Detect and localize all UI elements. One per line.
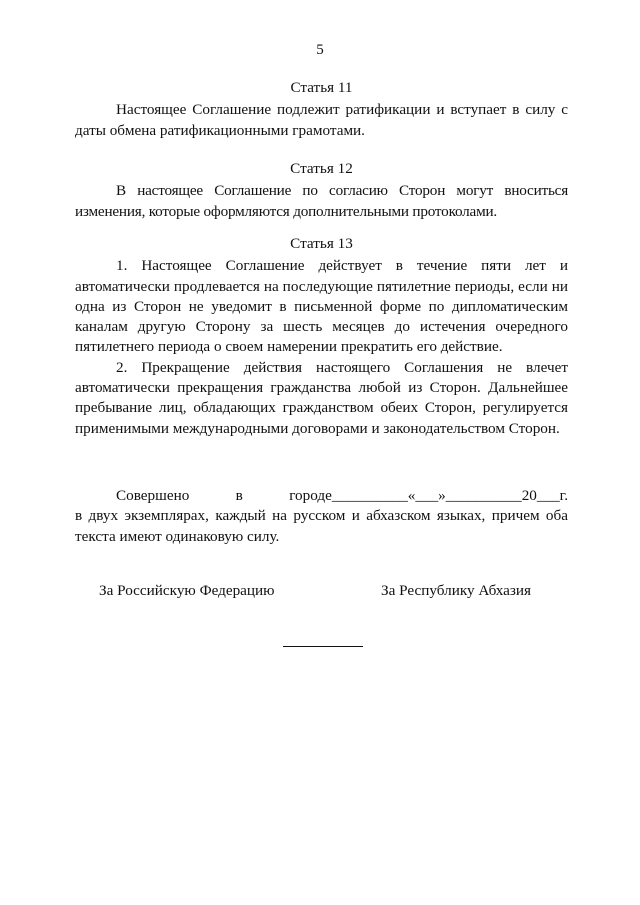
article-11-text: Настоящее Соглашение подлежит ратификации и вступает в силу с даты обмена ратификационными грамотами.	[75, 101, 568, 139]
signature-russian-federation: За Российскую Федерацию	[99, 582, 275, 599]
end-divider	[283, 646, 363, 647]
article-12-title: Статья 12	[290, 160, 353, 177]
signing-clause	[75, 486, 568, 547]
article-13-title: Статья 13	[290, 235, 353, 252]
article-11	[75, 78, 568, 141]
signing-copies-text: в двух экземплярах, каждый на русском и абхазском языках, причем оба текста имеют одинаковую силу.	[75, 507, 568, 545]
article-13-paragraph-1: 1. Настоящее Соглашение действует в течение пяти лет и автоматически продлевается на последующие пятилетние периоды, если ни одна из Сторон не уведомит в письменной форме по дипломатическим каналам другую Сторону за шесть месяцев до истечения очередного пятилетнего периода о своем намерении прекратить его действие.	[75, 257, 568, 356]
signing-word-in: в	[235, 487, 243, 504]
page-number: 5	[316, 42, 324, 58]
article-13-paragraph-2: 2. Прекращение действия настоящего Соглашения не влечет автоматически прекращения гражданства любой из Сторон. Дальнейшее пребывание лиц, обладающих гражданством обеих Сторон, регулируется применимыми международными договорами и законодательством Сторон.	[75, 358, 568, 437]
signing-word-done: Совершено	[116, 487, 190, 504]
article-13	[75, 234, 568, 439]
article-12-text: В настоящее Соглашение по согласию Сторон могут вноситься изменения, которые оформляются дополнительными протоколами.	[75, 182, 568, 220]
signing-place-date-line	[75, 486, 568, 506]
article-11-title: Статья 11	[290, 79, 353, 96]
signing-city-date-blanks: городе__________«___»__________20___г.	[289, 487, 568, 504]
article-12	[75, 159, 568, 222]
signature-republic-abkhazia: За Республику Абхазия	[381, 582, 531, 599]
